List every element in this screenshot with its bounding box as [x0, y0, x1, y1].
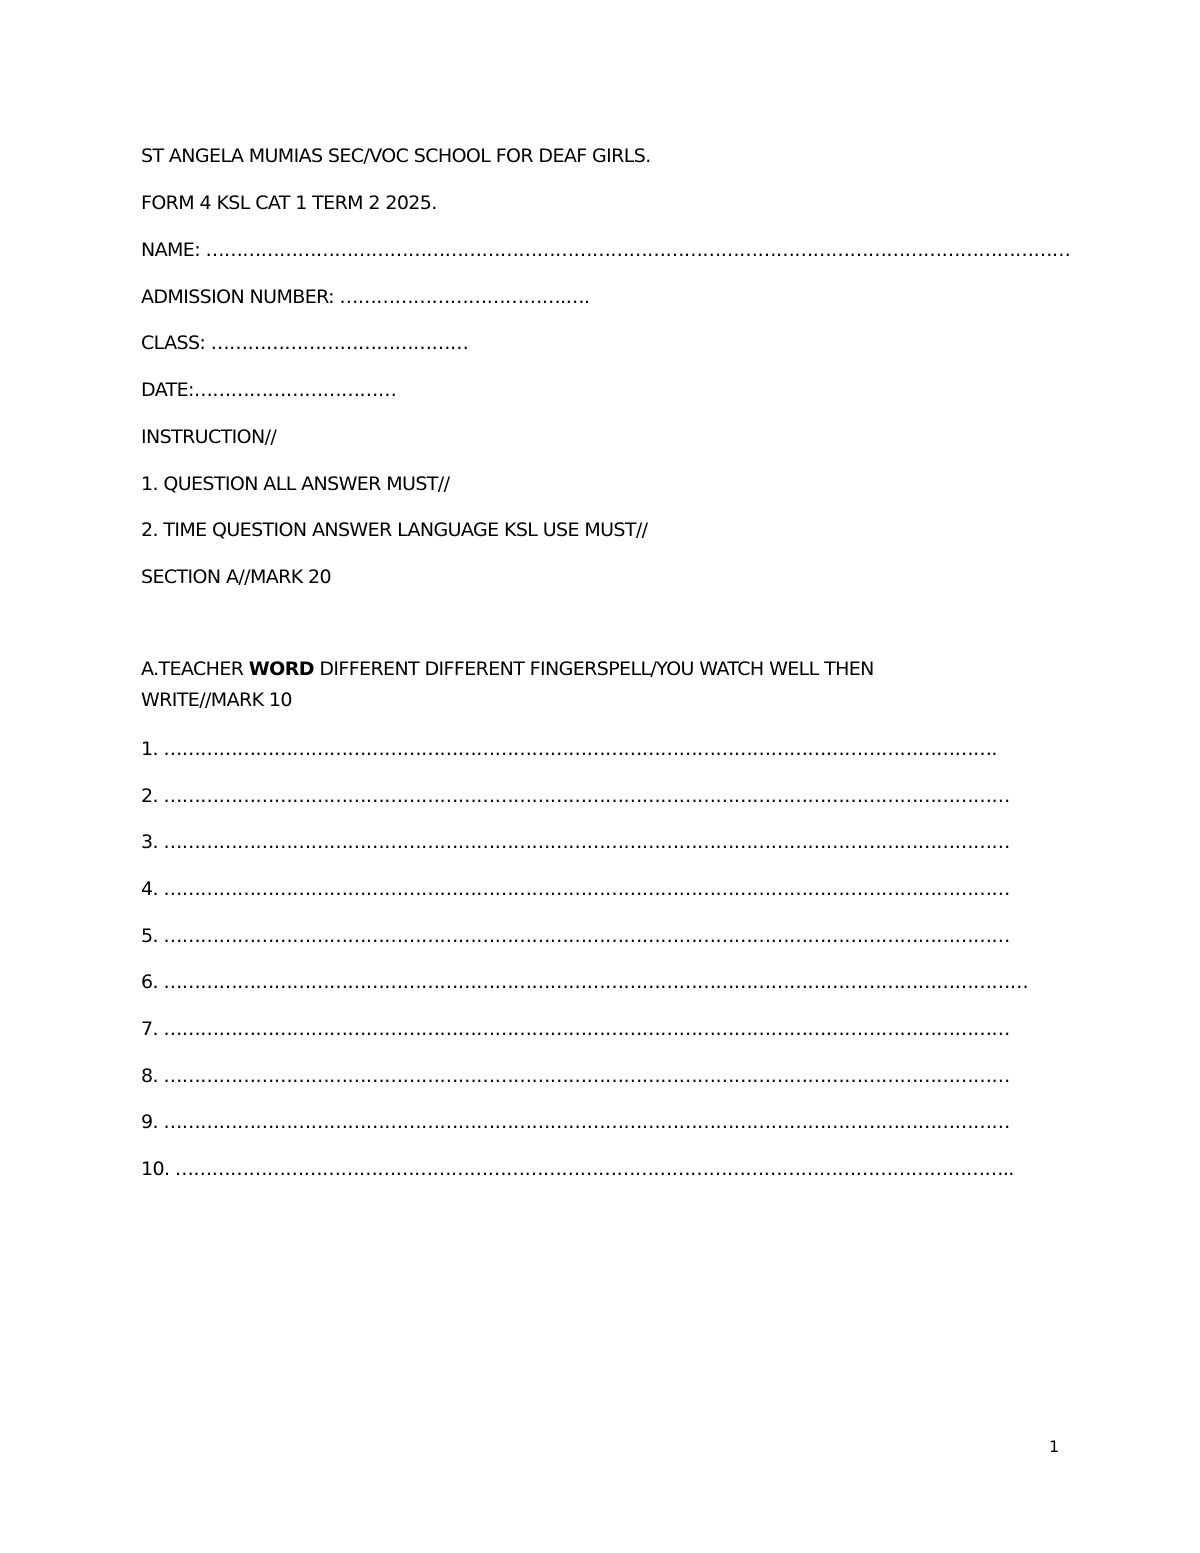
answer-line-2: 2. …………………………………………………………………………………………………………………………	[141, 785, 1010, 807]
name-field: NAME: ……………………………………………………………………………………………………………………………	[141, 239, 1071, 261]
school-title: ST ANGELA MUMIAS SEC/VOC SCHOOL FOR DEAF GIRLS.	[141, 145, 651, 167]
answer-line-9: 9. …………………………………………………………………………………………………………………………	[141, 1111, 1010, 1133]
instruction-item-1: 1. QUESTION ALL ANSWER MUST//	[141, 473, 450, 495]
exam-title: FORM 4 KSL CAT 1 TERM 2 2025.	[141, 192, 437, 214]
answer-line-1: 1. ……………………………………………………………………………………………………………………….	[141, 738, 997, 760]
answer-line-3: 3. …………………………………………………………………………………………………………………………	[141, 831, 1010, 853]
page-number: 1	[1049, 1437, 1060, 1456]
answer-line-4: 4. …………………………………………………………………………………………………………………………	[141, 878, 1010, 900]
question-bold-word: WORD	[248, 658, 314, 680]
instruction-heading: INSTRUCTION//	[141, 426, 277, 448]
answer-line-5: 5. …………………………………………………………………………………………………………………………	[141, 925, 1010, 947]
section-heading: SECTION A//MARK 20	[141, 566, 332, 588]
answer-line-6: 6. ……………………………………………………………………………………………………………………………	[141, 971, 1029, 993]
answer-line-8: 8. …………………………………………………………………………………………………………………………	[141, 1065, 1010, 1087]
answer-line-10: 10. ………………………………………………………………………………………………………………………..	[141, 1158, 1014, 1180]
question-text	[141, 654, 941, 716]
date-field: DATE:……………………………	[141, 379, 397, 401]
question-prefix: A.TEACHER	[141, 658, 249, 680]
admission-number-field: ADMISSION NUMBER: ……………………………….….	[141, 286, 590, 308]
class-field: CLASS: ……………………………………	[141, 332, 469, 354]
instruction-item-2: 2. TIME QUESTION ANSWER LANGUAGE KSL USE MUST//	[141, 519, 648, 541]
answer-line-7: 7. …………………………………………………………………………………………………………………………	[141, 1018, 1010, 1040]
question-suffix: DIFFERENT DIFFERENT FINGERSPELL/YOU WATCH WELL THEN WRITE//MARK 10	[141, 658, 874, 711]
